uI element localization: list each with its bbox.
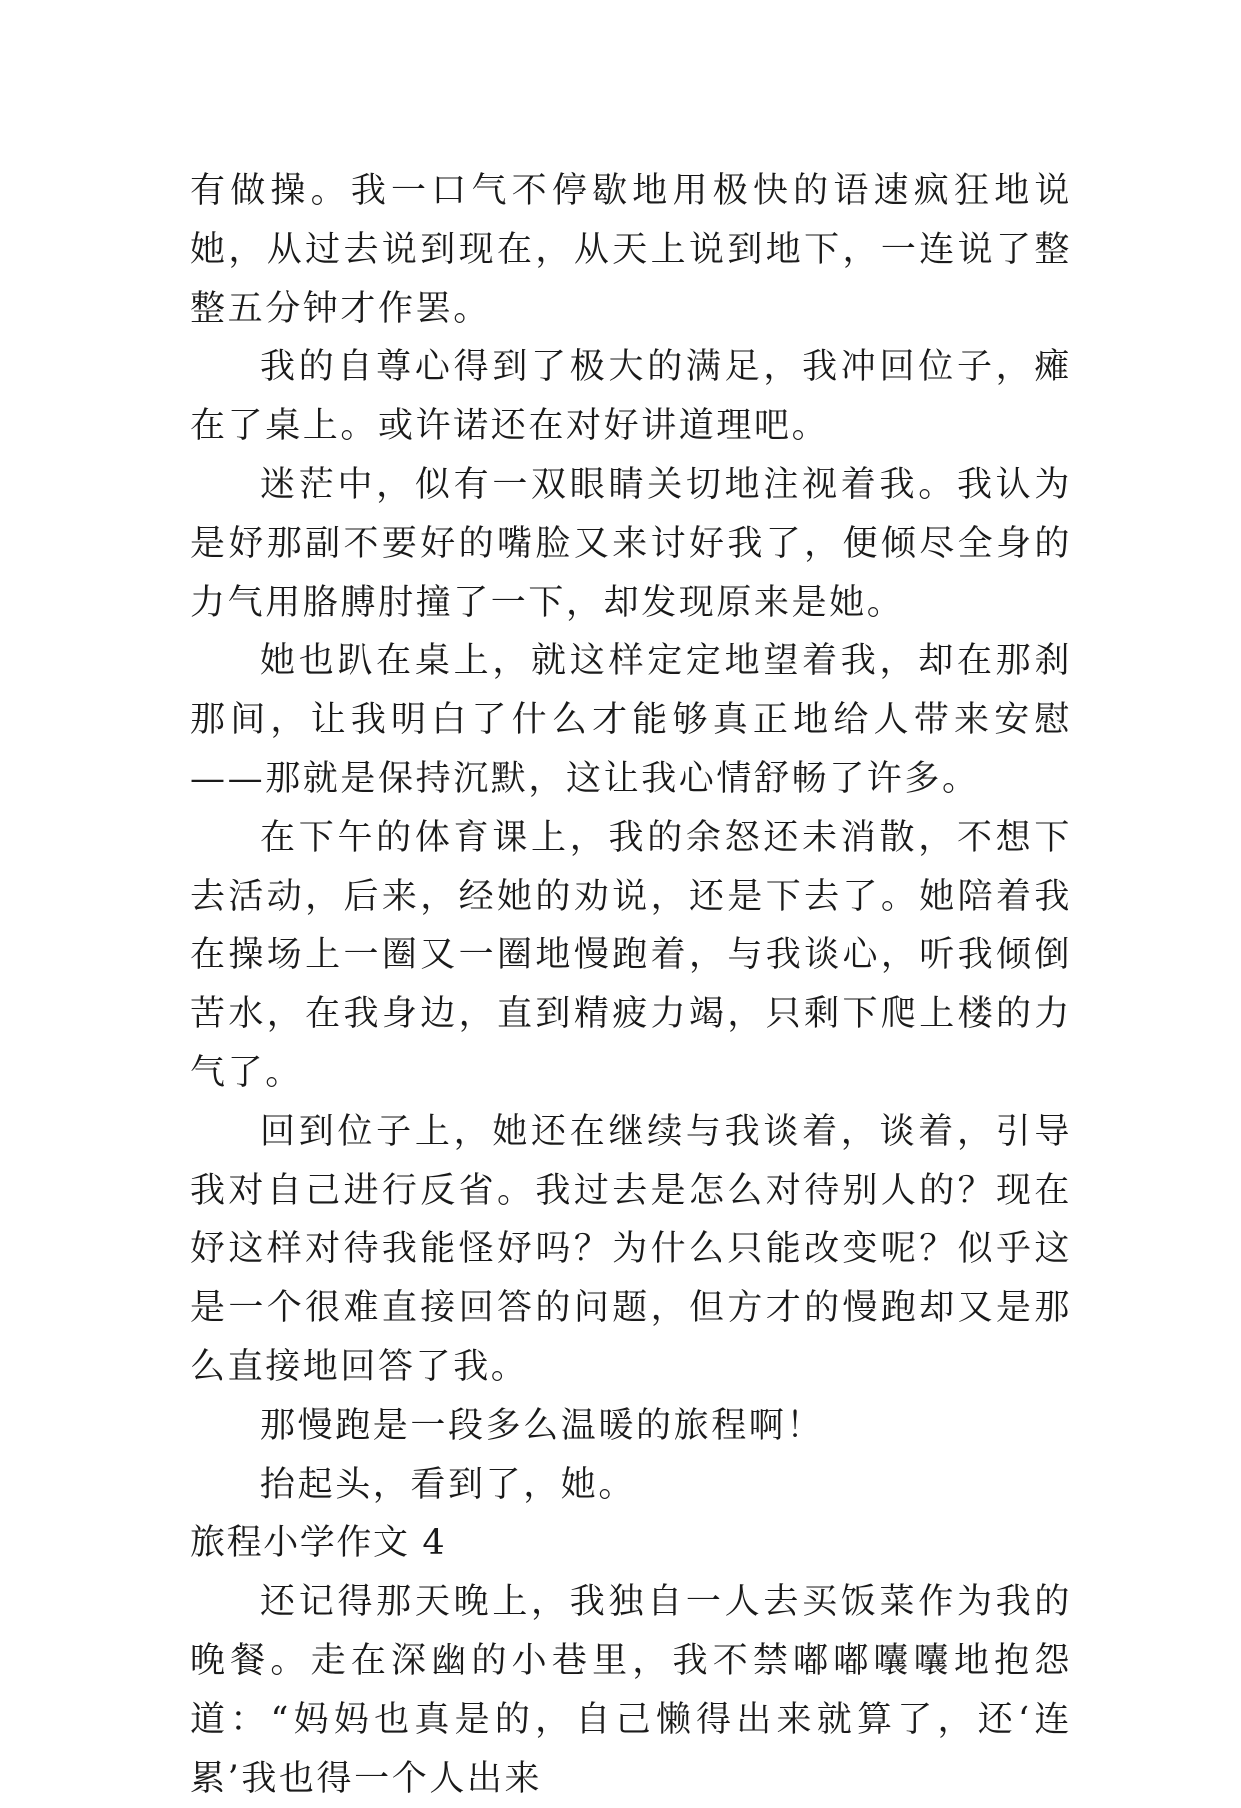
paragraph: 迷茫中，似有一双眼睛关切地注视着我。我认为是妤那副不要好的嘴脸又来讨好我了，便倾尽全身的力气用胳膊肘撞了一下，却发现原来是她。 [190, 464, 1072, 623]
paragraph: 还记得那天晚上，我独自一人去买饭菜作为我的晚餐。走在深幽的小巷里，我不禁嘟嘟囔囔地抱怨道：“妈妈也真是的，自己懒得出来就算了，还‘连累’我也得一个人出来 [190, 1582, 1072, 1799]
paragraph: 抬起头，看到了，她。 [260, 1464, 637, 1505]
paragraph: 那慢跑是一段多么温暖的旅程啊！ [260, 1405, 825, 1446]
document-body [190, 162, 1072, 1808]
paragraph: 她也趴在桌上，就这样定定地望着我，却在那刹那间，让我明白了什么才能够真正地给人带来安慰——那就是保持沉默，这让我心情舒畅了许多。 [190, 641, 1072, 799]
paragraph: 在下午的体育课上，我的余怒还未消散，不想下去活动，后来，经她的劝说，还是下去了。她陪着我在操场上一圈又一圈地慢跑着，与我谈心，听我倾倒苦水，在我身边，直到精疲力竭，只剩下爬上楼的力气了。 [190, 817, 1072, 1093]
section-heading: 旅程小学作文 4 [190, 1523, 447, 1564]
paragraph: 回到位子上，她还在继续与我谈着，谈着，引导我对自己进行反省。我过去是怎么对待别人的？现在妤这样对待我能怪妤吗？为什么只能改变呢？似乎这是一个很难直接回答的问题，但方才的慢跑却又是那么直接地回答了我。 [190, 1111, 1072, 1387]
paragraph: 我的自尊心得到了极大的满足，我冲回位子，瘫在了桌上。或许诺还在对好讲道理吧。 [190, 347, 1072, 447]
paragraph-continuation: 有做操。我一口气不停歇地用极快的语速疯狂地说她，从过去说到现在，从天上说到地下，一连说了整整五分钟才作罢。 [190, 171, 1072, 329]
